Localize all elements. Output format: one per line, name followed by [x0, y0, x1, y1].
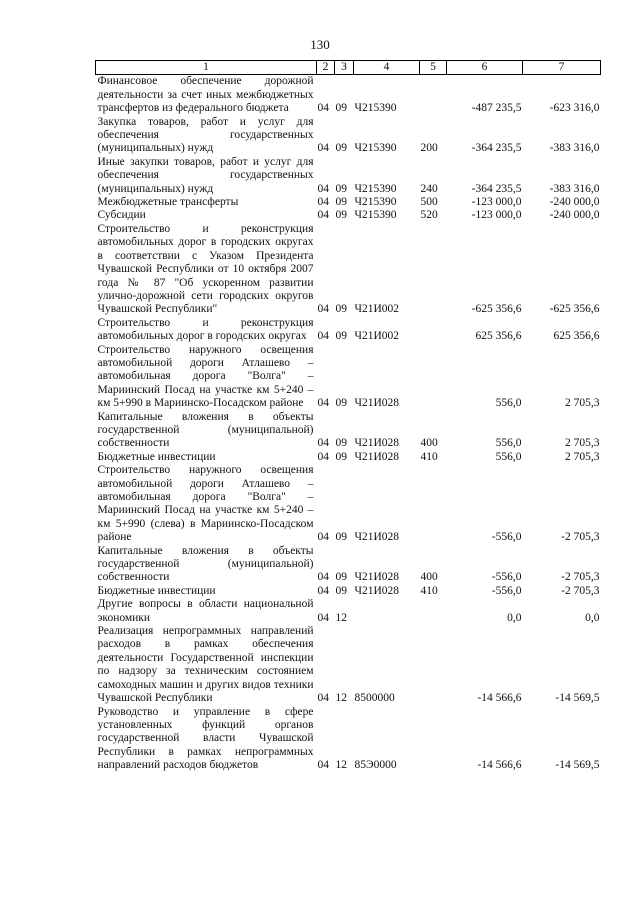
subsection-code-cell: 09 [335, 437, 347, 450]
table-row [96, 75, 601, 116]
expense-type-cell [420, 344, 447, 411]
subsection-code-cell: 12 [335, 692, 347, 705]
row-name-cell: Бюджетные инвестиции [97, 450, 216, 463]
row-name-cell: Реализация непрограммных направлений расходов в рамках обеспечения деятельности Государственной инспекции по надзору за техническим состоянием самоходных машин и других видов техники Чувашской Республики [97, 625, 314, 705]
row-name-cell: Другие вопросы в области национальной экономики [97, 598, 314, 624]
target-article-cell: 8500000 [354, 692, 395, 705]
amount-col6-cell: -364 235,5 [471, 182, 522, 195]
amount-col6-cell: -556,0 [491, 571, 522, 584]
table-row [96, 344, 601, 411]
table-row [96, 411, 601, 451]
amount-col6-cell: -487 235,5 [471, 102, 522, 115]
section-code-cell: 04 [317, 571, 329, 584]
row-name-cell: Иные закупки товаров, работ и услуг для обеспечения государственных (муниципальных) нужд [97, 155, 314, 195]
amount-col6-cell: 625 356,6 [475, 330, 522, 343]
amount-col6-cell: -556,0 [491, 531, 522, 544]
subsection-code-cell: 12 [335, 611, 347, 624]
amount-col7-cell: -383 316,0 [549, 182, 600, 195]
column-header-4: 4 [354, 61, 420, 75]
target-article-cell: Ч215390 [354, 102, 397, 115]
subsection-code-cell: 09 [335, 182, 347, 195]
amount-col7-cell: -625 356,6 [549, 303, 600, 316]
amount-col7-cell: -2 705,3 [561, 571, 600, 584]
row-name-cell: Строительство наружного освещения автомобильной дороги Атлашево – автомобильная дорога "Волга" – Мариинский Посад на участке км 5+240 – км 5+990 в Мариинско-Посадском районе [97, 343, 314, 410]
section-code-cell: 04 [317, 209, 329, 222]
amount-col7-cell: 2 705,3 [565, 397, 600, 410]
amount-col7-cell: -14 569,5 [555, 759, 600, 772]
table-row [96, 625, 601, 705]
column-header-1: 1 [96, 61, 317, 75]
subsection-code-cell: 09 [335, 209, 347, 222]
row-name-cell: Бюджетные инвестиции [97, 584, 216, 597]
row-name-cell: Строительство и реконструкция автомобильных дорог в городских округах [97, 316, 314, 343]
subsection-code-cell: 09 [335, 102, 347, 115]
section-code-cell: 04 [317, 303, 329, 316]
expense-type-cell [420, 464, 447, 544]
table-row [96, 451, 601, 464]
expense-type-cell: 520 [420, 209, 438, 222]
section-code-cell: 04 [317, 692, 329, 705]
amount-col7-cell: -14 569,5 [555, 692, 600, 705]
section-code-cell: 04 [317, 142, 329, 155]
expense-type-cell [420, 223, 447, 317]
amount-col7-cell: -2 705,3 [561, 531, 600, 544]
row-name-cell: Субсидии [97, 209, 146, 222]
expense-type-cell [420, 317, 447, 344]
table-row [96, 598, 601, 625]
section-code-cell: 04 [317, 196, 329, 209]
target-article-cell: Ч21И002 [354, 330, 400, 343]
amount-col6-cell: 556,0 [495, 450, 522, 463]
table-row [96, 196, 601, 209]
table-row [96, 317, 601, 344]
row-name-cell: Капитальные вложения в объекты государственной (муниципальной) собственности [97, 410, 314, 450]
section-code-cell: 04 [317, 102, 329, 115]
column-header-7: 7 [523, 61, 601, 75]
amount-col6-cell: 556,0 [495, 397, 522, 410]
target-article-cell: Ч215390 [354, 182, 397, 195]
table-row [96, 706, 601, 773]
column-header-6: 6 [447, 61, 523, 75]
amount-col6-cell: -556,0 [491, 584, 522, 597]
expense-type-cell [420, 706, 447, 773]
subsection-code-cell: 09 [335, 303, 347, 316]
amount-col6-cell: -123 000,0 [471, 209, 522, 222]
amount-col7-cell: 0,0 [585, 611, 600, 624]
target-article-cell: 85Э0000 [354, 759, 397, 772]
expense-type-cell: 400 [420, 571, 438, 584]
target-article-cell: Ч21И028 [354, 397, 400, 410]
column-header-3: 3 [335, 61, 354, 75]
target-article-cell: Ч21И028 [354, 584, 400, 597]
column-header-2: 2 [317, 61, 335, 75]
expense-type-cell: 410 [420, 584, 438, 597]
amount-col7-cell: -2 705,3 [561, 584, 600, 597]
table-row [96, 223, 601, 317]
expense-type-cell [420, 625, 447, 705]
amount-col7-cell: 625 356,6 [553, 330, 600, 343]
amount-col6-cell: -14 566,6 [477, 759, 522, 772]
target-article-cell: Ч21И028 [354, 437, 400, 450]
row-name-cell: Руководство и управление в сфере установленных функций органов государственной власти Чувашской Республики в рамках непрограммных направлений расходов бюджетов [97, 705, 314, 772]
amount-col7-cell: -240 000,0 [549, 196, 600, 209]
expense-type-cell [420, 598, 447, 625]
expense-type-cell: 400 [420, 437, 438, 450]
section-code-cell: 04 [317, 759, 329, 772]
subsection-code-cell: 09 [335, 584, 347, 597]
target-article-cell: Ч21И002 [354, 303, 400, 316]
table-row [96, 545, 601, 585]
row-name-cell: Финансовое обеспечение дорожной деятельности за счет иных межбюджетных трансфертов из федерального бюджета [97, 75, 314, 115]
table-row [96, 156, 601, 196]
table-header-row [96, 61, 601, 75]
table-row [96, 116, 601, 156]
section-code-cell: 04 [317, 330, 329, 343]
subsection-code-cell: 09 [335, 330, 347, 343]
expense-type-cell [420, 75, 447, 116]
expense-type-cell: 200 [420, 142, 438, 155]
row-name-cell: Строительство наружного освещения автомобильной дороги Атлашево – автомобильная дорога "Волга" – Мариинский Посад на участке км 5+240 – км 5+990 (слева) в Мариинско-Посадском районе [97, 464, 314, 544]
amount-col7-cell: -623 316,0 [549, 102, 600, 115]
amount-col6-cell: -14 566,6 [477, 692, 522, 705]
amount-col6-cell: -625 356,6 [471, 303, 522, 316]
section-code-cell: 04 [317, 437, 329, 450]
section-code-cell: 04 [317, 397, 329, 410]
target-article-cell: Ч215390 [354, 142, 397, 155]
table-row [96, 585, 601, 598]
row-name-cell: Капитальные вложения в объекты государственной (муниципальной) собственности [97, 544, 314, 584]
target-article-cell: Ч21И028 [354, 531, 400, 544]
column-header-5: 5 [420, 61, 447, 75]
amount-col7-cell: 2 705,3 [565, 450, 600, 463]
table-body [96, 75, 601, 773]
amount-col7-cell: -240 000,0 [549, 209, 600, 222]
target-article-cell: Ч21И028 [354, 571, 400, 584]
subsection-code-cell: 09 [335, 571, 347, 584]
amount-col7-cell: 2 705,3 [565, 437, 600, 450]
row-name-cell: Закупка товаров, работ и услуг для обеспечения государственных (муниципальных) нужд [97, 115, 314, 155]
row-name-cell: Межбюджетные трансферты [97, 196, 239, 209]
amount-col6-cell: 556,0 [495, 437, 522, 450]
subsection-code-cell: 09 [335, 142, 347, 155]
target-article-cell: Ч21И028 [354, 450, 400, 463]
row-name-cell: Строительство и реконструкция автомобильных дорог в городских округах в соответствии с Указом Президента Чувашской Республики от 10 октября 2007 года № 87 "Об ускоренном развитии улично-дорожной сети городских округов Чувашской Республики" [97, 222, 314, 316]
section-code-cell: 04 [317, 450, 329, 463]
section-code-cell: 04 [317, 182, 329, 195]
amount-col6-cell: -123 000,0 [471, 196, 522, 209]
budget-table [95, 60, 601, 773]
expense-type-cell: 500 [420, 196, 438, 209]
subsection-code-cell: 09 [335, 531, 347, 544]
amount-col6-cell: 0,0 [507, 611, 522, 624]
amount-col7-cell: -383 316,0 [549, 142, 600, 155]
table-row [96, 209, 601, 222]
subsection-code-cell: 09 [335, 397, 347, 410]
section-code-cell: 04 [317, 531, 329, 544]
section-code-cell: 04 [317, 611, 329, 624]
target-article-cell: Ч215390 [354, 196, 397, 209]
amount-col6-cell: -364 235,5 [471, 142, 522, 155]
subsection-code-cell: 09 [335, 450, 347, 463]
page-number: 130 [310, 37, 330, 52]
expense-type-cell: 240 [420, 182, 438, 195]
subsection-code-cell: 09 [335, 196, 347, 209]
subsection-code-cell: 12 [335, 759, 347, 772]
table-row [96, 464, 601, 544]
target-article-cell: Ч215390 [354, 209, 397, 222]
section-code-cell: 04 [317, 584, 329, 597]
expense-type-cell: 410 [420, 450, 438, 463]
target-article-cell [354, 598, 420, 625]
